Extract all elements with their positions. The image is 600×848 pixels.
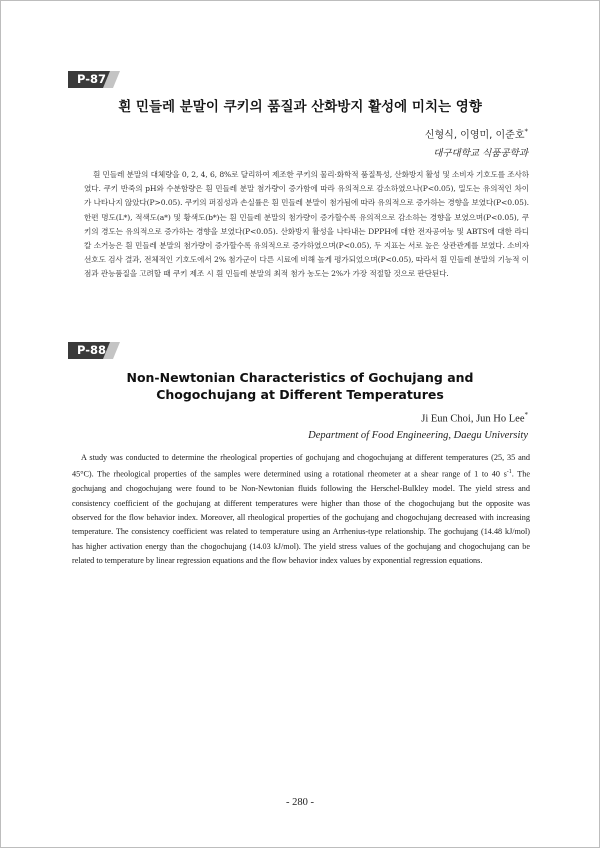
affiliation-text: Department of Food Engineering, Daegu University (308, 430, 528, 441)
affiliation-text: 대구대학교 식품공학과 (433, 148, 528, 159)
poster-badge-p88 (68, 342, 120, 359)
paper-title-p87 (60, 98, 540, 116)
poster-label: P-88 (77, 343, 107, 357)
author-names: Ji Eun Choi, Jun Ho Lee (421, 413, 525, 425)
corresponding-mark: * (524, 411, 528, 419)
unit-superscript: -1 (506, 469, 512, 476)
authors-p87 (425, 126, 528, 141)
title-line: Non-Newtonian Characteristics of Gochujang and (126, 370, 474, 385)
authors-p88 (421, 411, 528, 425)
abstract-text: A study was conducted to determine the rheological properties of gochujang and chogochujang at different temperatures (25, 35 and 45°C). The rheological properties of the samples were determined using a rotational rheometer at a shear range of 1 to 40 s (72, 453, 530, 480)
poster-badge-p87 (68, 71, 120, 88)
title-line: Chogochujang at Different Temperatures (156, 387, 444, 402)
corresponding-mark: * (524, 127, 528, 136)
paper-title-p88 (60, 369, 540, 403)
abstract-text: 흰 민들레 분말의 대체량을 0, 2, 4, 6, 8%로 달리하여 제조한 쿠키의 물리·화학적 품질특성, 산화방지 활성 및 소비자 기호도를 조사하였다. 쿠키 반죽의 pH와 수분함량은 흰 민들레 분말 첨가량이 증가함에 따라 유의적으로 감소하였으나(P<0.05), 밀도는 유의적인 차이가 나타나지 않았다(P>0.05). 쿠키의 퍼짐성과 손실률은 흰 민들레 분말이 첨가됨에 따라 유의적으로 증가하는 경향을 보였다(P<0.05). 한편 명도(L*), 적색도(a*) 및 황색도(b*)는 흰 민들레 분말의 첨가량이 증가할수록 유의적으로 감소하는 경향을 보였으며(P<0.05), 쿠키의 경도는 유의적으로 증가하는 경향을 보였다(P<0.05). 산화방지 활성을 나타내는 DPPH에 대한 전자공여능 및 ABTS에 대한 라디칼 소거능은 흰 민들레 분말의 첨가량이 증가할수록 유의적으로 증가하였으며(P<0.05), 두 지표는 서로 높은 상관관계를 보였다. 소비자 선호도 검사 결과, 전체적인 기호도에서 2% 첨가군이 다른 시료에 비해 높게 평가되었으며(P<0.05), 따라서 흰 민들레 분말의 기능적 이점과 관능품질을 고려할 때 쿠키 제조 시 흰 민들레 분말의 최적 첨가 농도는 2%가 가장 적절할 것으로 판단된다. (84, 170, 529, 279)
affiliation-p88 (308, 430, 528, 441)
page-number: - 280 - (286, 797, 314, 808)
author-names: 신형식, 이영미, 이준호 (424, 130, 525, 141)
abstract-p87 (84, 168, 529, 282)
abstract-p88 (72, 451, 530, 568)
poster-label: P-87 (77, 72, 107, 86)
affiliation-p87 (433, 145, 528, 159)
title-line: 흰 민들레 분말이 쿠키의 품질과 산화방지 활성에 미치는 영향 (118, 99, 482, 115)
abstract-text: . The gochujang and chogochujang were found to be Non-Newtonian fluids following the Herschel-Bulkley model. The yield stress and consistency coefficient of the gochujang at different temperatures were higher than those of the chogochujang but the opposite was observed for the flow behavior index. Moreover, all rheological properties of the gochujang and chogochujang decreased with increasing temperature. The consistency coefficient was related to temperature using an Arrhenius-type relationship. The gochujang (14.48 kJ/mol) has higher activation energy than the chogochujang (14.03 kJ/mol). The yield stress values of the gochujang and chogochujang can be related to temperature by linear regression equations and the flow behavior index values by exponential regression equations. (72, 470, 530, 565)
